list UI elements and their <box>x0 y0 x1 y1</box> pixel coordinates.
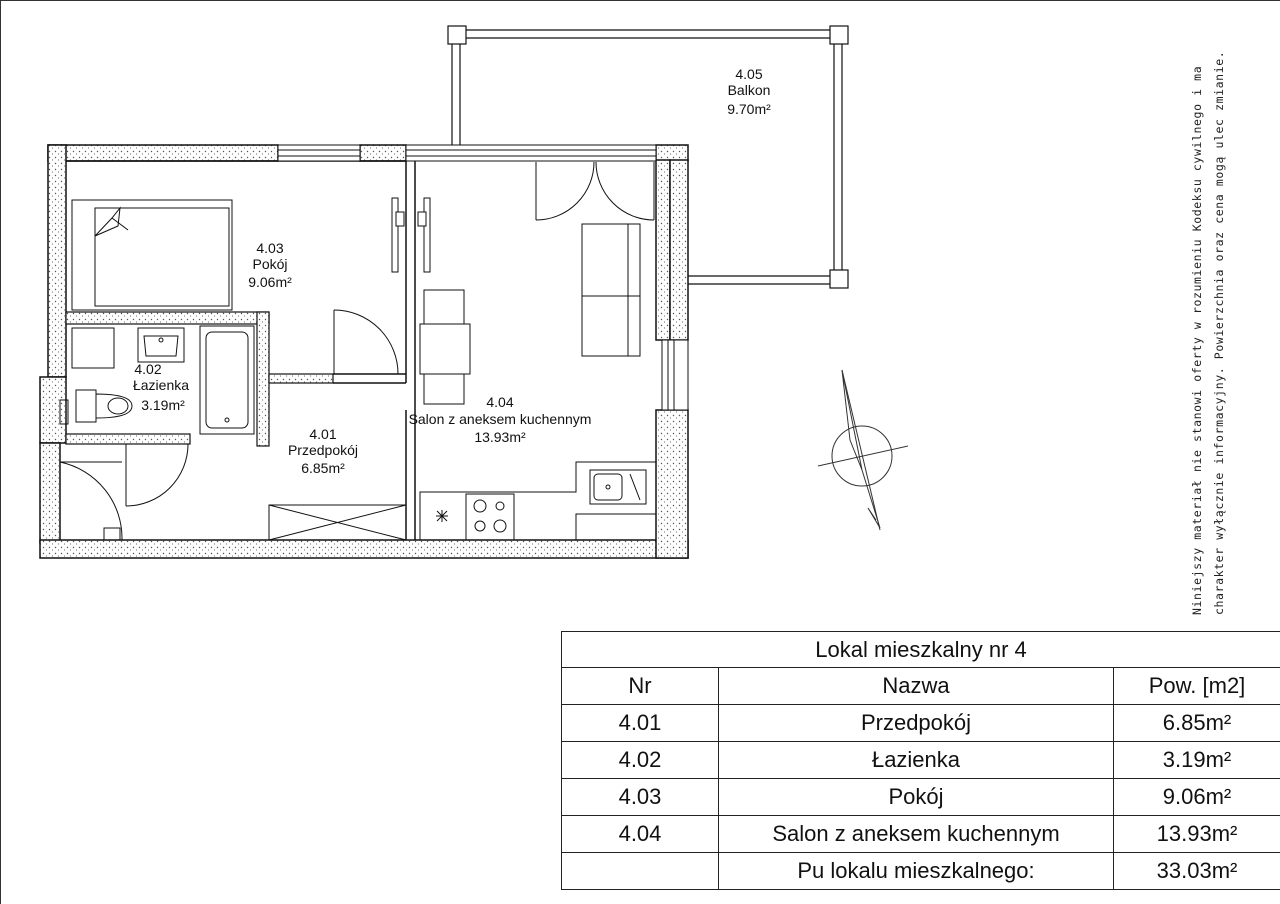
header-nr: Nr <box>562 668 719 705</box>
wall-top-left <box>48 145 278 161</box>
total-value: 33.03m² <box>1114 853 1280 890</box>
windows <box>278 145 688 410</box>
cell-name: Pokój <box>719 779 1114 816</box>
table-row <box>562 742 1280 779</box>
north-arrow-icon <box>818 370 908 530</box>
label-hall-area: 6.85m² <box>301 460 345 476</box>
bathroom-wall-right <box>257 312 269 446</box>
cell-area: 13.93m² <box>1114 816 1280 853</box>
label-hall-name: Przedpokój <box>287 442 359 458</box>
cell-empty <box>562 853 719 890</box>
wall-left-lower <box>40 443 60 543</box>
wall-top-right <box>656 145 688 161</box>
disclaimer-line-2: charakter wyłącznie informacyjny. Powierzchnia oraz cena mogą ulec zmianie. <box>1212 50 1226 615</box>
kitchen-sink <box>590 470 646 504</box>
wall-bottom <box>40 540 688 558</box>
bed <box>72 200 232 310</box>
window-bedroom <box>278 145 360 161</box>
cell-nr: 4.02 <box>562 742 719 779</box>
wall-right-column <box>670 160 688 340</box>
area-table <box>561 631 1280 890</box>
window-living <box>406 145 656 161</box>
label-bathroom-area: 3.19m² <box>141 397 185 413</box>
door-bedroom <box>334 310 398 374</box>
doors <box>60 162 654 540</box>
cell-nr: 4.01 <box>562 705 719 742</box>
hall-wardrobe <box>269 505 406 540</box>
cell-area: 3.19m² <box>1114 742 1280 779</box>
wall-left-upper <box>48 145 66 377</box>
bathroom-wall-bottom-left <box>66 434 190 444</box>
wall-right-upper <box>656 160 670 340</box>
table-total-row <box>562 853 1280 890</box>
sofa <box>582 224 640 356</box>
label-living-area: 13.93m² <box>474 429 526 445</box>
label-bedroom-nr: 4.03 <box>256 240 284 256</box>
label-bedroom-name: Pokój <box>252 256 288 272</box>
cell-nr: 4.04 <box>562 816 719 853</box>
label-bathroom-name: Łazienka <box>132 377 190 393</box>
label-balcony-area: 9.70m² <box>727 101 771 117</box>
cell-nr: 4.03 <box>562 779 719 816</box>
window-right <box>662 340 688 410</box>
total-label: Pu lokalu mieszkalnego: <box>719 853 1114 890</box>
door-bathroom <box>126 444 188 506</box>
kitchen-counter <box>420 462 656 540</box>
label-hall-nr: 4.01 <box>309 426 337 442</box>
door-balcony <box>536 162 654 220</box>
header-area: Pow. [m2] <box>1114 668 1280 705</box>
cell-name: Przedpokój <box>719 705 1114 742</box>
label-living-name: Salon z aneksem kuchennym <box>408 411 592 427</box>
table-title: Lokal mieszkalny nr 4 <box>562 632 1280 668</box>
table-row <box>562 816 1280 853</box>
wall-left-bump <box>40 377 66 443</box>
cell-area: 9.06m² <box>1114 779 1280 816</box>
label-bathroom-nr: 4.02 <box>134 361 162 377</box>
table-title-row <box>562 632 1280 668</box>
cell-name: Salon z aneksem kuchennym <box>719 816 1114 853</box>
partitions <box>66 161 415 540</box>
table-row <box>562 779 1280 816</box>
label-balcony-nr: 4.05 <box>735 66 763 82</box>
cell-name: Łazienka <box>719 742 1114 779</box>
door-handles <box>392 198 430 272</box>
door-entrance <box>60 462 122 540</box>
label-living-nr: 4.04 <box>486 394 514 410</box>
wall-top-middle <box>360 145 406 161</box>
wall-right-lower <box>656 410 688 558</box>
exterior-walls <box>40 145 688 558</box>
table-row <box>562 705 1280 742</box>
disclaimer-line-1: Niniejszy materiał nie stanowi oferty w rozumieniu Kodeksu cywilnego i ma <box>1190 65 1204 615</box>
hall-wall-stub <box>269 374 333 383</box>
dining-table <box>420 290 470 404</box>
table-header-row <box>562 668 1280 705</box>
label-balcony-name: Balkon <box>727 82 771 98</box>
label-bedroom-area: 9.06m² <box>248 274 292 290</box>
bathroom-wall-top <box>66 312 269 324</box>
cell-area: 6.85m² <box>1114 705 1280 742</box>
header-name: Nazwa <box>719 668 1114 705</box>
disclaimer-note <box>1186 40 1230 615</box>
